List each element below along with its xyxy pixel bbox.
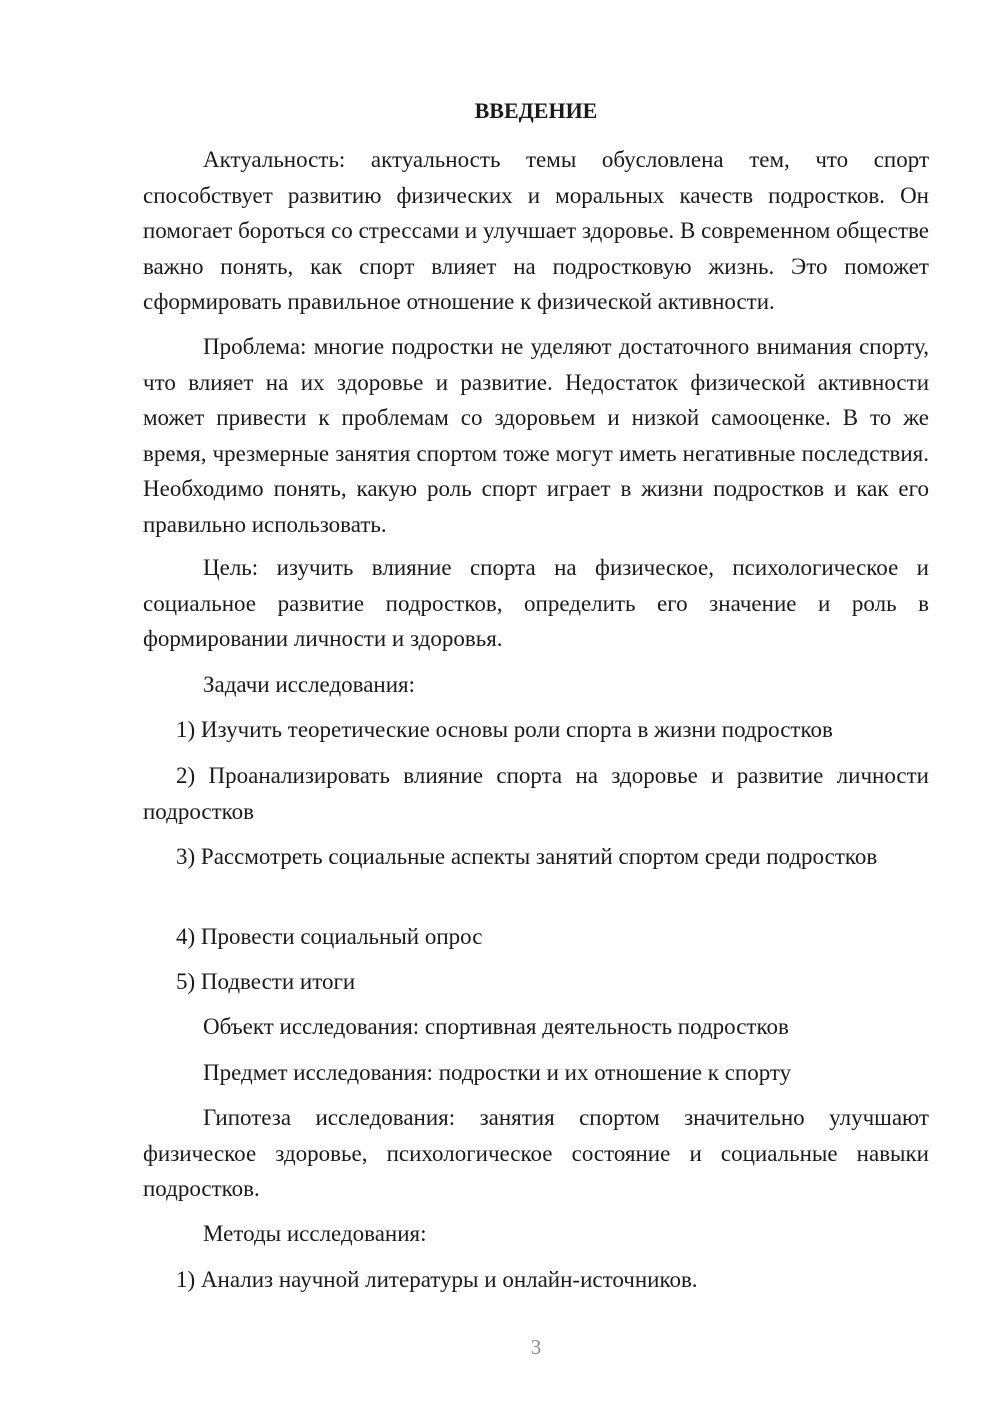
section-title: ВВЕДЕНИЕ — [474, 98, 598, 123]
methods-heading: Методы исследования: — [203, 1221, 427, 1246]
task-item-1: 1) Изучить теоретические основы роли спорта в жизни подростков — [176, 717, 833, 742]
research-subject: Предмет исследования: подростки и их отношение к спорту — [203, 1060, 792, 1085]
relevance-paragraph: Актуальность: актуальность темы обусловлена тем, что спорт способствует развитию физических и моральных качеств подростков. Он помогает бороться со стрессами и улучшает здоровье. В современном обществе важно понять, как спорт влияет на подростковую жизнь. Это поможет сформировать правильное отношение к физической активности. — [143, 147, 929, 314]
problem-paragraph: Проблема: многие подростки не уделяют достаточного внимания спорту, что влияет на их здоровье и развитие. Недостаток физической активности может привести к проблемам со здоровьем и низкой самооценке. В то же время, чрезмерные занятия спортом тоже могут иметь негативные последствия. Необходимо понять, какую роль спорт играет в жизни подростков и как его правильно использовать. — [143, 334, 929, 537]
task-item-3: 3) Рассмотреть социальные аспекты занятий спортом среди подростков — [176, 844, 878, 869]
tasks-heading: Задачи исследования: — [203, 672, 416, 697]
research-object: Объект исследования: спортивная деятельность подростков — [203, 1014, 789, 1039]
goal-paragraph: Цель: изучить влияние спорта на физическое, психологическое и социальное развитие подростков, определить его значение и роль в формировании личности и здоровья. — [143, 555, 929, 651]
task-item-2: 2) Проанализировать влияние спорта на здоровье и развитие личности подростков — [143, 763, 929, 824]
hypothesis-paragraph: Гипотеза исследования: занятия спортом значительно улучшают физическое здоровье, психологическое состояние и социальные навыки подростков. — [143, 1105, 929, 1201]
page-number: 3 — [530, 1335, 542, 1359]
method-item-1: 1) Анализ научной литературы и онлайн-источников. — [176, 1267, 698, 1292]
task-item-5: 5) Подвести итоги — [176, 969, 356, 994]
task-item-4: 4) Провести социальный опрос — [176, 924, 483, 949]
